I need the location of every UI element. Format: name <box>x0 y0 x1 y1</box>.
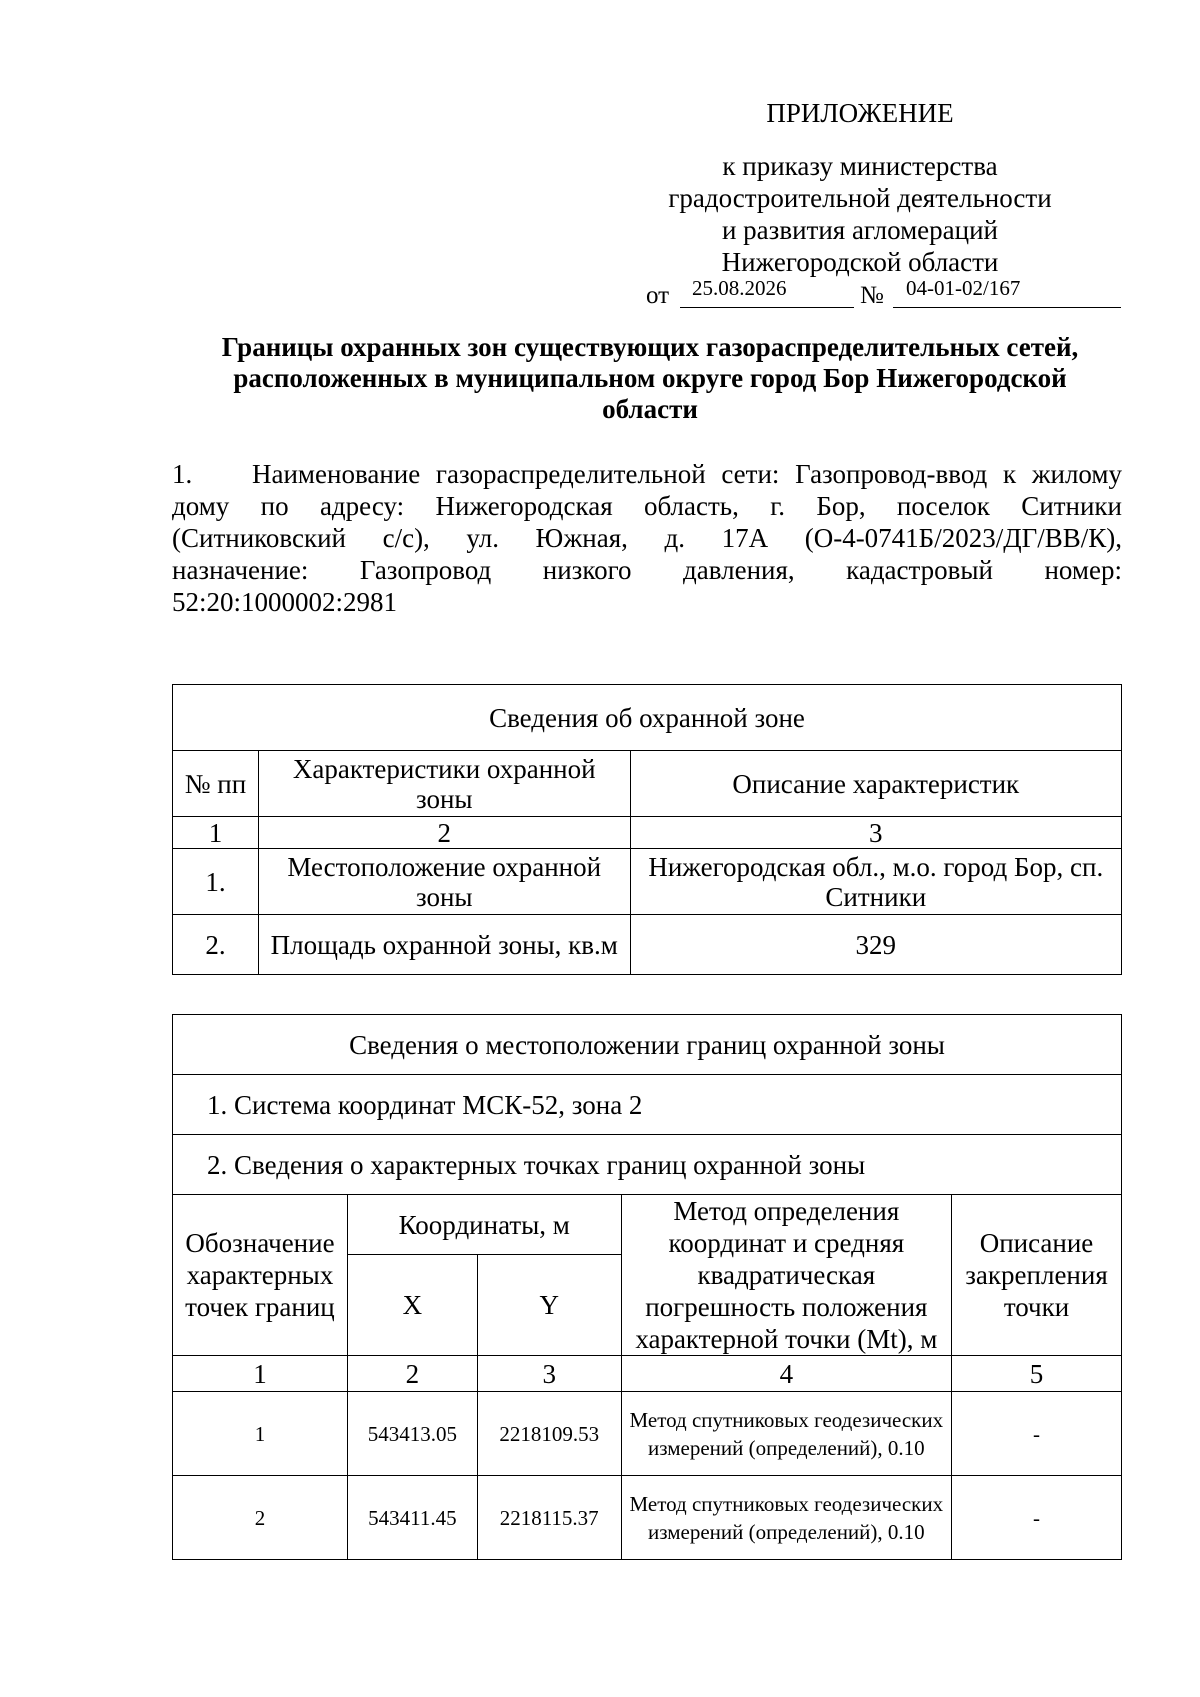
point-method: Метод спутниковых геодезических измерений (определений), 0.10 <box>621 1392 951 1476</box>
number-underline <box>893 307 1121 308</box>
zone-table-title: Сведения об охранной зоне <box>173 685 1122 751</box>
order-reference <box>646 276 1121 312</box>
appendix-line: и развития агломераций <box>721 215 998 245</box>
point-method: Метод спутниковых геодезических измерений (определений), 0.10 <box>621 1476 951 1560</box>
method-header: Метод определения координат и средняя квадратическая погрешность положения характерной точки (Mt), м <box>621 1195 951 1356</box>
points-section-title: 2. Сведения о характерных точках границ охранной зоны <box>173 1135 1122 1195</box>
column-number: 4 <box>621 1356 951 1392</box>
appendix-line: Нижегородской области <box>721 247 999 277</box>
point-description: - <box>952 1476 1122 1560</box>
boundary-table-title: Сведения о местоположении границ охранной зоны <box>173 1015 1122 1075</box>
zone-info-table <box>172 684 1122 975</box>
row-value: Нижегородская обл., м.о. город Бор, сп. Ситники <box>630 849 1121 915</box>
row-characteristic: Площадь охранной зоны, кв.м <box>258 915 630 975</box>
column-header: Описание характеристик <box>630 751 1121 817</box>
column-number: 3 <box>630 817 1121 849</box>
title-line: области <box>602 394 698 424</box>
paragraph-line: 52:20:1000002:2981 <box>172 587 398 617</box>
column-header: № пп <box>173 751 259 817</box>
from-label: от <box>646 282 670 309</box>
column-number: 5 <box>952 1356 1122 1392</box>
table-row <box>173 849 1122 915</box>
column-number: 2 <box>258 817 630 849</box>
column-header: Характеристики охранной зоны <box>258 751 630 817</box>
title-line: Границы охранных зон существующих газораспределительных сетей, <box>221 332 1079 362</box>
section-number: 1. <box>172 459 193 489</box>
column-number: 1 <box>173 817 259 849</box>
row-value: 329 <box>630 915 1121 975</box>
date-underline <box>680 307 854 308</box>
row-characteristic: Местоположение охранной зоны <box>258 849 630 915</box>
point-y: 2218115.37 <box>477 1476 621 1560</box>
column-number: 2 <box>347 1356 477 1392</box>
designation-header: Обозначение характерных точек границ <box>173 1195 348 1356</box>
table-row <box>173 915 1122 975</box>
document-title <box>170 332 1130 425</box>
point-x: 543413.05 <box>347 1392 477 1476</box>
appendix-line: градостроительной деятельности <box>668 183 1052 213</box>
paragraph-line: дому по адресу: Нижегородская область, г. Бор, поселок Ситники <box>172 491 1122 521</box>
point-x: 543411.45 <box>347 1476 477 1560</box>
x-header: X <box>347 1255 477 1356</box>
paragraph-line: 1. Наименование газораспределительной сети: Газопровод-ввод к жилому <box>172 459 1122 489</box>
number-label: № <box>860 282 884 309</box>
column-number: 1 <box>173 1356 348 1392</box>
point-id: 1 <box>173 1392 348 1476</box>
point-description: - <box>952 1392 1122 1476</box>
table-row <box>173 1476 1122 1560</box>
order-date: 25.08.2026 <box>692 276 787 300</box>
paragraph-line: назначение: Газопровод низкого давления, кадастровый номер: <box>172 555 1122 585</box>
coordinate-system: 1. Система координат МСК-52, зона 2 <box>173 1075 1122 1135</box>
point-id: 2 <box>173 1476 348 1560</box>
column-number: 3 <box>477 1356 621 1392</box>
point-y: 2218109.53 <box>477 1392 621 1476</box>
paragraph-line: (Ситниковский с/с), ул. Южная, д. 17А (О-4-0741Б/2023/ДГ/ВВ/К), <box>172 523 1122 553</box>
title-line: расположенных в муниципальном округе город Бор Нижегородской <box>233 363 1067 393</box>
boundary-points-table <box>172 1014 1122 1560</box>
description-header: Описание закрепления точки <box>952 1195 1122 1356</box>
coordinates-header: Координаты, м <box>347 1195 621 1255</box>
order-number: 04-01-02/167 <box>906 276 1021 300</box>
section-paragraph <box>172 458 1122 618</box>
appendix-line: к приказу министерства <box>722 151 998 181</box>
row-number: 2. <box>173 915 259 975</box>
table-row <box>173 1392 1122 1476</box>
row-number: 1. <box>173 849 259 915</box>
y-header: Y <box>477 1255 621 1356</box>
appendix-title: ПРИЛОЖЕНИЕ <box>766 98 954 128</box>
